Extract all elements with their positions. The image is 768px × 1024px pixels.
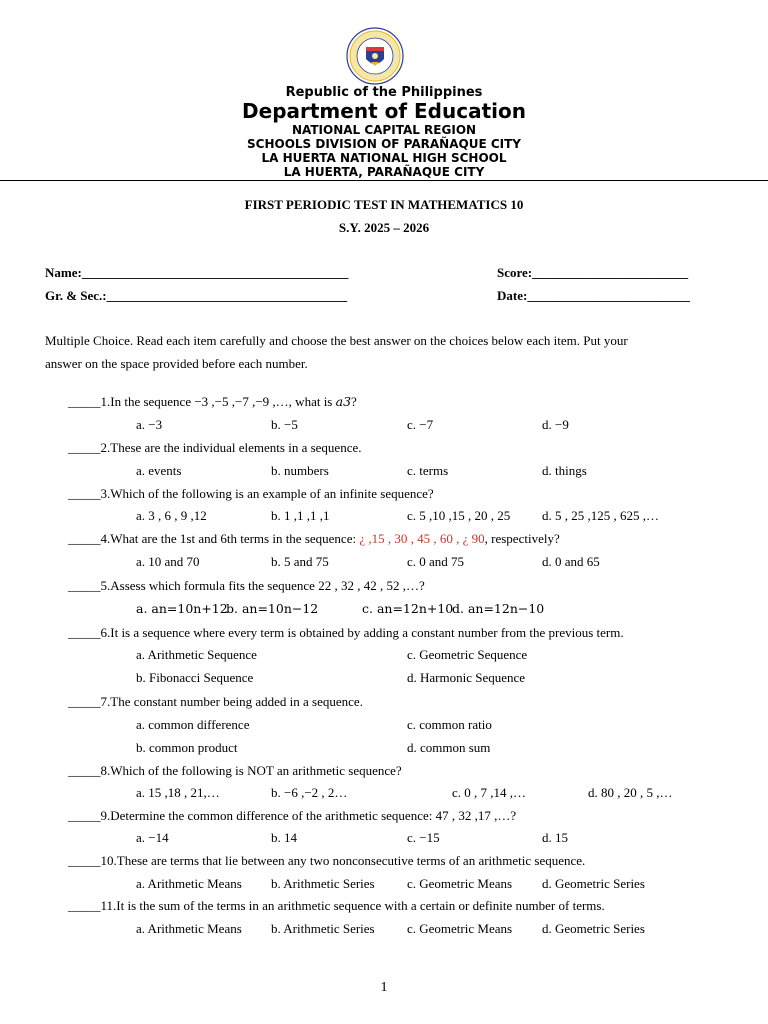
answer-blank[interactable]: _____11.: [68, 898, 117, 913]
question-text: Assess which formula fits the sequence 22 , 32 , 42 , 52 ,…?: [110, 578, 425, 593]
choice-d[interactable]: d. 5 , 25 ,125 , 625 ,…: [542, 508, 659, 523]
answer-blank[interactable]: _____3.: [68, 486, 111, 501]
choice-c[interactable]: c. 5 ,10 ,15 , 20 , 25: [407, 508, 511, 523]
choice-d[interactable]: d. common sum: [407, 740, 491, 755]
choice-d[interactable]: d. Harmonic Sequence: [407, 670, 526, 685]
school-year: S.Y. 2025 – 2026: [338, 220, 430, 235]
department-heading: Department of Education: [242, 99, 526, 123]
choice-b[interactable]: b. Fibonacci Sequence: [136, 670, 254, 685]
question-9: [68, 808, 516, 824]
instructions-line-1: Multiple Choice. Read each item carefully and choose the best answer on the choices below each item. Put your: [45, 333, 628, 348]
score-field[interactable]: Score:________________________: [497, 265, 689, 280]
school-heading: LA HUERTA NATIONAL HIGH SCHOOL: [261, 151, 507, 165]
question-text: Which of the following is NOT an arithmetic sequence?: [110, 763, 402, 778]
question-text: Which of the following is an example of an infinite sequence?: [110, 486, 434, 501]
choice-b[interactable]: b. Arithmetic Series: [271, 876, 375, 891]
choice-a[interactable]: a. 10 and 70: [136, 554, 200, 569]
choice-c[interactable]: c. an=12n+10: [362, 601, 454, 616]
republic-heading: Republic of the Philippines: [285, 85, 483, 100]
choice-d[interactable]: d. things: [542, 463, 587, 478]
choice-c[interactable]: c. 0 , 7 ,14 ,…: [452, 785, 527, 800]
choice-a[interactable]: a. 15 ,18 , 21,…: [136, 785, 220, 800]
choice-c[interactable]: c. terms: [407, 463, 449, 478]
test-title: FIRST PERIODIC TEST IN MATHEMATICS 10: [244, 197, 524, 212]
question-text: Determine the common difference of the arithmetic sequence: 47 , 32 ,17 ,…?: [110, 808, 517, 823]
choice-a[interactable]: a. Arithmetic Means: [136, 921, 242, 936]
grade-section-field[interactable]: Gr. & Sec.:_____________________________________: [45, 288, 348, 303]
answer-blank[interactable]: _____5.: [68, 578, 111, 593]
choice-d[interactable]: d. an=12n−10: [452, 601, 545, 616]
choice-c[interactable]: c. common ratio: [407, 717, 492, 732]
answer-blank[interactable]: _____6.: [68, 625, 111, 640]
choice-b[interactable]: b. −6 ,−2 , 2…: [271, 785, 348, 800]
choice-b[interactable]: b. 5 and 75: [271, 554, 329, 569]
choice-a[interactable]: a. Arithmetic Means: [136, 876, 242, 891]
answer-blank[interactable]: _____4.: [68, 531, 111, 546]
choice-c[interactable]: c. −15: [407, 830, 440, 845]
answer-blank[interactable]: _____10.: [68, 853, 117, 868]
choice-a[interactable]: a. Arithmetic Sequence: [136, 647, 257, 662]
question-text: These are terms that lie between any two nonconsecutive terms of an arithmetic sequence.: [116, 853, 586, 868]
choice-b[interactable]: b. numbers: [271, 463, 329, 478]
answer-blank[interactable]: _____8.: [68, 763, 111, 778]
choice-a[interactable]: a. events: [136, 463, 182, 478]
choice-d[interactable]: d. 15: [542, 830, 568, 845]
question-10: [68, 853, 585, 869]
choice-b[interactable]: b. Arithmetic Series: [271, 921, 375, 936]
choice-d[interactable]: d. −9: [542, 417, 569, 432]
question-tail: , respectively?: [484, 531, 560, 546]
question-math: a3: [335, 394, 352, 409]
question-1: [68, 394, 357, 410]
answer-blank[interactable]: _____7.: [68, 694, 111, 709]
question-11: [68, 898, 605, 914]
choice-d[interactable]: d. Geometric Series: [542, 921, 645, 936]
page-number: 1: [380, 980, 388, 995]
question-text: In the sequence −3 ,−5 ,−7 ,−9 ,…, what is: [110, 394, 333, 409]
choice-b[interactable]: b. common product: [136, 740, 238, 755]
answer-blank[interactable]: _____1.: [68, 394, 111, 409]
choice-c[interactable]: c. Geometric Means: [407, 921, 513, 936]
choice-a[interactable]: a. −14: [136, 830, 169, 845]
question-text: It is the sum of the terms in an arithmetic sequence with a certain or definite number of terms.: [116, 898, 605, 913]
deped-seal-logo: [346, 27, 404, 85]
choice-d[interactable]: d. 80 , 20 , 5 ,…: [588, 785, 673, 800]
choice-a[interactable]: a. an=10n+12: [136, 601, 228, 616]
question-3: [68, 486, 434, 502]
question-2: [68, 440, 361, 456]
answer-blank[interactable]: _____9.: [68, 808, 111, 823]
choice-b[interactable]: b. −5: [271, 417, 298, 432]
sequence-value: ¿ ,15 , 30 , 45 , 60 , ¿ 90: [359, 531, 485, 546]
choice-b[interactable]: b. 14: [271, 830, 297, 845]
question-7: [68, 694, 363, 710]
question-text: These are the individual elements in a sequence.: [110, 440, 362, 455]
choice-a[interactable]: a. common difference: [136, 717, 250, 732]
address-heading: LA HUERTA, PARAÑAQUE CITY: [283, 165, 485, 179]
choice-c[interactable]: c. 0 and 75: [407, 554, 465, 569]
question-4: [68, 531, 560, 547]
question-text: What are the 1st and 6th terms in the sequence:: [110, 531, 357, 546]
choice-b[interactable]: b. 1 ,1 ,1 ,1: [271, 508, 330, 523]
instructions-line-2: answer on the space provided before each number.: [45, 356, 308, 371]
name-field[interactable]: Name:_________________________________________: [45, 265, 349, 280]
choice-a[interactable]: a. −3: [136, 417, 163, 432]
answer-blank[interactable]: _____2.: [68, 440, 111, 455]
question-5: [68, 578, 425, 594]
header-divider: [0, 180, 768, 181]
date-field[interactable]: Date:_________________________: [497, 288, 690, 303]
question-text: It is a sequence where every term is obtained by adding a constant number from the previous term.: [110, 625, 624, 640]
choice-c[interactable]: c. Geometric Sequence: [407, 647, 528, 662]
question-6: [68, 625, 624, 641]
choice-a[interactable]: a. 3 , 6 , 9 ,12: [136, 508, 207, 523]
choice-d[interactable]: d. 0 and 65: [542, 554, 600, 569]
choice-d[interactable]: d. Geometric Series: [542, 876, 645, 891]
choice-b[interactable]: b. an=10n−12: [226, 601, 319, 616]
question-8: [68, 763, 402, 779]
question-tail: ?: [351, 394, 357, 409]
choice-c[interactable]: c. Geometric Means: [407, 876, 513, 891]
question-text: The constant number being added in a sequence.: [110, 694, 363, 709]
division-heading: SCHOOLS DIVISION OF PARAÑAQUE CITY: [247, 137, 521, 151]
choice-c[interactable]: c. −7: [407, 417, 434, 432]
region-heading: NATIONAL CAPITAL REGION: [291, 123, 477, 137]
